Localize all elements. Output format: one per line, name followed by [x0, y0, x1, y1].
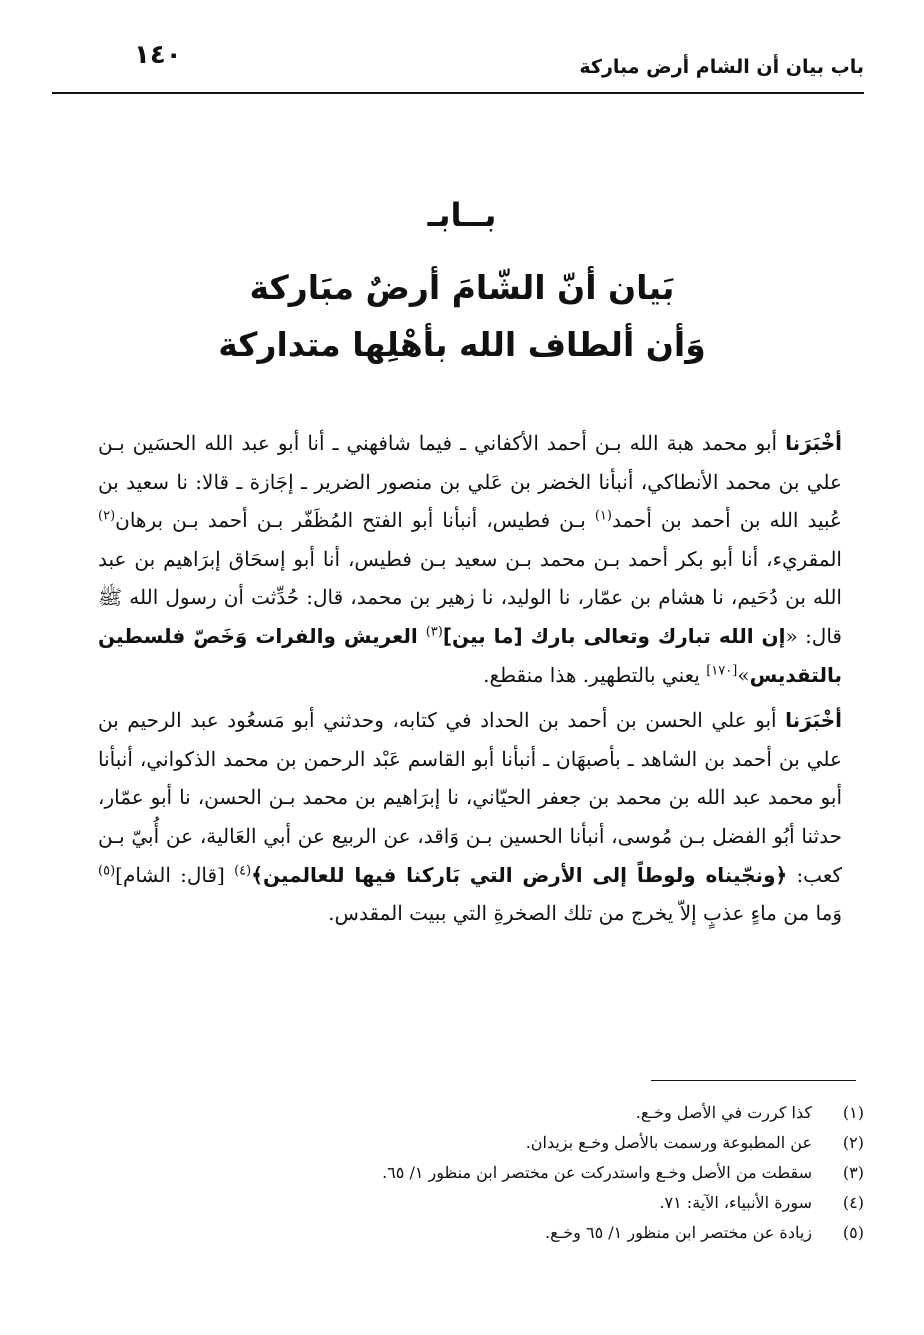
footnote — [150, 1188, 864, 1218]
paragraph-lead: أخْبَرَنا — [785, 708, 842, 733]
running-title: باب بيان أن الشام أرض مباركة — [579, 56, 864, 78]
body-text — [98, 424, 842, 933]
footnote — [150, 1218, 864, 1248]
footnote-number: (١) — [842, 1103, 864, 1122]
text-run: [قال: الشام] — [115, 862, 235, 887]
footnote — [150, 1098, 864, 1128]
chapter-title-line-1: بَيان أنّ الشّامَ أرضٌ مبَاركة — [249, 268, 675, 307]
footnotes — [150, 1098, 864, 1248]
quoted-text: ﴿ونجّيناه ولوطاً إلى الأرض التي بَاركنا فيها للعالمين﴾ — [251, 862, 788, 887]
page-number: ١٤٠ — [134, 40, 182, 70]
footnote-ref: (١) — [594, 508, 612, 524]
footnote — [150, 1128, 864, 1158]
chapter-title-line-2: وَأن ألطاف الله بأهْلِها متداركة — [218, 325, 706, 364]
footnote — [150, 1158, 864, 1188]
quoted-text: العريش والفرات وَخَصّ فلسطين بالتقديس — [98, 623, 842, 687]
quoted-text: إن الله تبارك وتعالى بارك [ما بين] — [442, 623, 786, 648]
footnote-ref: (٤) — [234, 862, 252, 878]
text-run: » — [737, 662, 750, 687]
paragraph — [98, 424, 842, 694]
paragraph-lead: أخْبَرَنا — [785, 431, 842, 455]
footnote-ref: (٢) — [98, 508, 116, 524]
footnote-ref: (٣) — [425, 624, 443, 640]
footnote-divider — [651, 1080, 856, 1081]
footnote-text: كذا كررت في الأصل وخـع. — [635, 1103, 812, 1122]
footnote-number: (٥) — [842, 1223, 864, 1242]
footnote-ref: (٥) — [98, 862, 116, 878]
footnote-text: زيادة عن مختصر ابن منظور ١/ ٦٥ وخـع. — [544, 1223, 812, 1242]
footnote-text: عن المطبوعة ورسمت بالأصل وخـع بزيدان. — [525, 1133, 812, 1152]
paragraph — [98, 701, 842, 933]
text-run: وَما من ماءٍ عذبٍ إلاّ يخرج من تلك الصخرةِ التي ببيت المقدس. — [328, 901, 842, 926]
text-run: أبو علي الحسن بن أحمد بن الحداد في كتابه، وحدثني أبو مَسعُود عبد الرحيم بن علي بن أحمد بن الشاهد ـ بأصبهَان ـ أنبأنا أبو القاسم عَبْد الرحمن بن محمد الذكواني، أنبأنا أبو محمد عبد الله بن محمد بن جعفر الحيّاني، نا إبرَاهيم بن محمد بـن الحسن، نا أبو عمّار، حدثنا أبُو الفضل بـن مُوسى، أنبأنا الحسين بـن وَاقد، عن الربيع عن أبي العَالية، عن أُبيّ بـن كعب: — [98, 708, 842, 887]
chapter-word: بــابـ — [427, 196, 497, 234]
footnote-text: سورة الأنبياء، الآية: ٧١. — [659, 1193, 812, 1212]
footnote-number: (٢) — [842, 1133, 864, 1152]
running-header — [52, 36, 864, 94]
footnote-number: (٤) — [842, 1193, 864, 1212]
text-run: أبو محمد هبة الله بـن أحمد الأكفاني ـ فيما شافهني ـ أنا أبو عبد الله الحسَين بـن علي بن محمد الأنطاكي، أنبأنا الخضر بن عَلي بن منصور الضرير ـ إجَازة ـ قالا: نا سعيد بن عُبيد الله بن أحمد بن أحمد — [98, 431, 842, 533]
text-run: المقريء، أنا أبو بكر أحمد بـن محمد بـن سعيد بـن فطيس، أنا أبو إسحَاق إبرَاهيم بن عبد الله بن دُحَيم، نا هشام بن عمّار، نا الوليد، نا زهير بن محمد، قال: حُدِّثت أن رسول الله ﷺ قال: « — [98, 546, 842, 648]
text-run: بـن فطيس، أنبأنا أبو الفتح المُظَفّر بـن أحمد بـن برهان — [115, 508, 595, 533]
footnote-text: سقطت من الأصل وخـع واستدركت عن مختصر ابن منظور ١/ ٦٥. — [382, 1163, 812, 1182]
footnote-ref: [١٧٠] — [706, 662, 738, 678]
text-run: يعني بالتطهير. هذا منقطع. — [483, 662, 707, 687]
footnote-number: (٣) — [842, 1163, 864, 1182]
